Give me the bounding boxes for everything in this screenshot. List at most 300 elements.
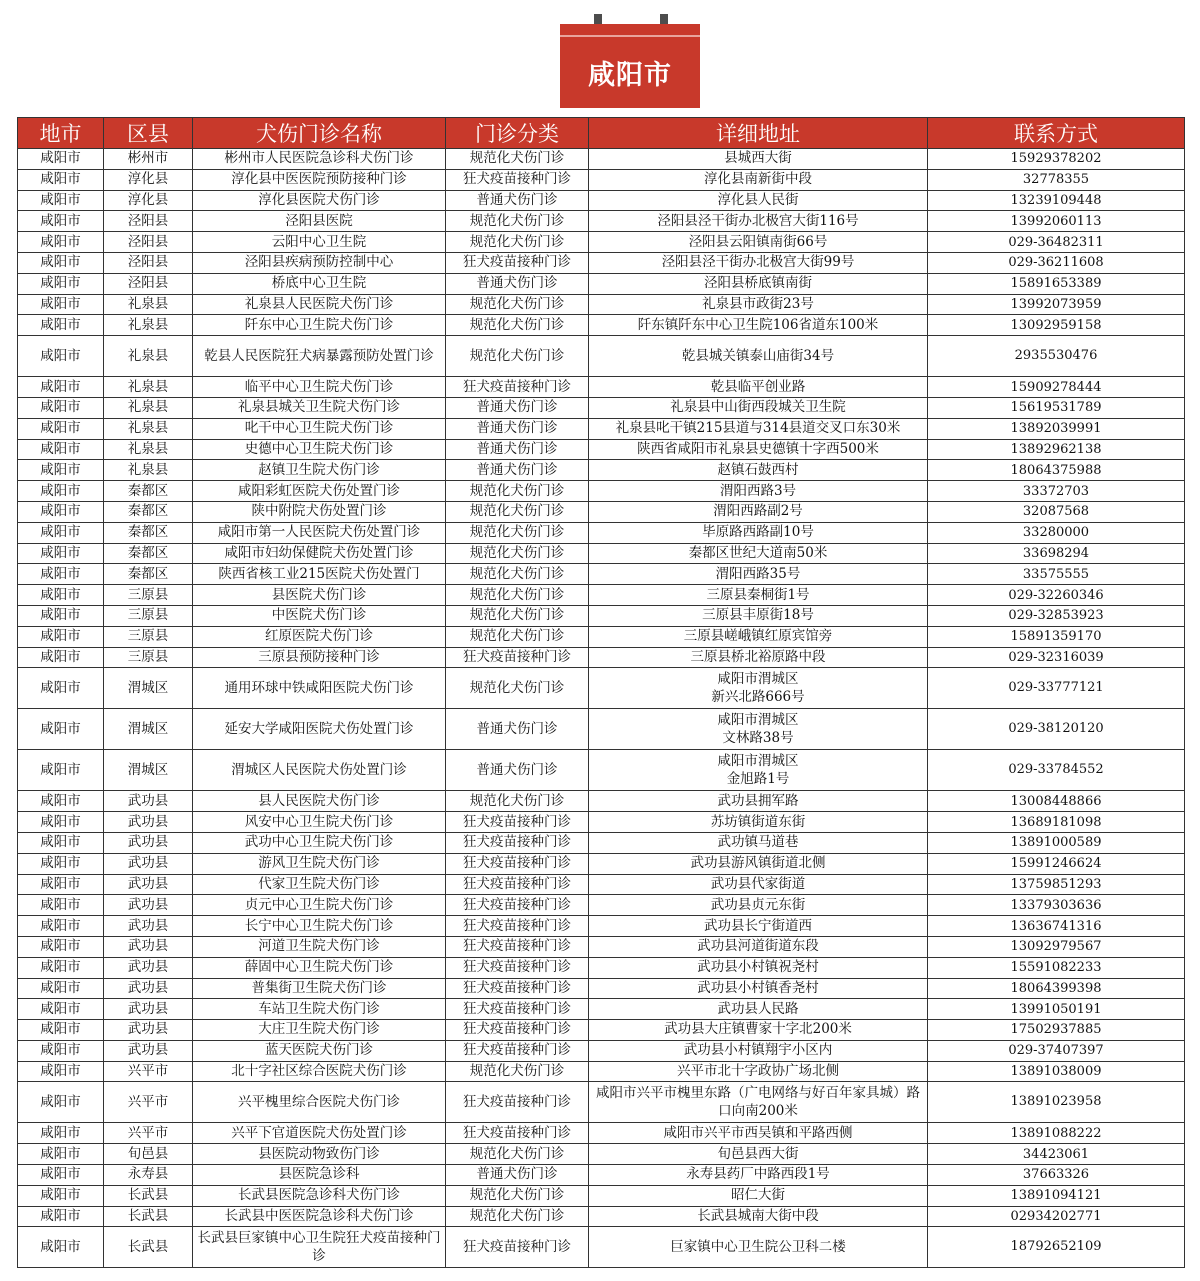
cell-district: 泾阳县	[104, 252, 193, 273]
cell-contact: 32778355	[928, 169, 1185, 190]
cell-city: 咸阳市	[18, 252, 104, 273]
table-row	[18, 1123, 1185, 1144]
cell-city: 咸阳市	[18, 936, 104, 957]
table-row	[18, 232, 1185, 253]
cell-city: 咸阳市	[18, 709, 104, 750]
cell-address: 永寿县药厂中路西段1号	[589, 1165, 928, 1186]
cell-clinic-name: 淳化县医院犬伤门诊	[193, 190, 446, 211]
cell-clinic-name: 红原医院犬伤门诊	[193, 626, 446, 647]
city-title: 咸阳市	[560, 36, 700, 108]
cell-clinic-type: 狂犬疫苗接种门诊	[446, 832, 589, 853]
cell-address: 咸阳市渭城区 文林路38号	[589, 709, 928, 750]
cell-clinic-type: 狂犬疫苗接种门诊	[446, 1082, 589, 1123]
cell-contact: 33575555	[928, 564, 1185, 585]
cell-clinic-type: 狂犬疫苗接种门诊	[446, 377, 589, 398]
cell-city: 咸阳市	[18, 895, 104, 916]
cell-district: 淳化县	[104, 190, 193, 211]
table-row	[18, 460, 1185, 481]
cell-contact: 13992073959	[928, 294, 1185, 315]
cell-clinic-name: 县医院动物致伤门诊	[193, 1144, 446, 1165]
cell-contact: 13992060113	[928, 211, 1185, 232]
cell-clinic-name: 长武县医院急诊科犬伤门诊	[193, 1185, 446, 1206]
cell-clinic-name: 薛固中心卫生院犬伤门诊	[193, 957, 446, 978]
cell-contact: 13891088222	[928, 1123, 1185, 1144]
cell-address: 兴平市北十字政协广场北侧	[589, 1061, 928, 1082]
cell-contact: 13379303636	[928, 895, 1185, 916]
cell-clinic-name: 北十字社区综合医院犬伤门诊	[193, 1061, 446, 1082]
cell-district: 渭城区	[104, 668, 193, 709]
cell-district: 礼泉县	[104, 315, 193, 336]
cell-district: 三原县	[104, 626, 193, 647]
cell-clinic-type: 狂犬疫苗接种门诊	[446, 1227, 589, 1268]
cell-city: 咸阳市	[18, 999, 104, 1020]
cell-city: 咸阳市	[18, 336, 104, 377]
cell-address: 礼泉县市政街23号	[589, 294, 928, 315]
table-row	[18, 791, 1185, 812]
cell-district: 武功县	[104, 1040, 193, 1061]
header-col-city: 地市	[18, 118, 104, 149]
cell-contact: 17502937885	[928, 1020, 1185, 1041]
cell-address: 泾阳县云阳镇南街66号	[589, 232, 928, 253]
cell-address: 泾阳县桥底镇南街	[589, 273, 928, 294]
cell-district: 礼泉县	[104, 460, 193, 481]
cell-clinic-name: 咸阳彩虹医院犬伤处置门诊	[193, 481, 446, 502]
table-row	[18, 647, 1185, 668]
cell-contact: 13891023958	[928, 1082, 1185, 1123]
cell-district: 渭城区	[104, 750, 193, 791]
cell-contact: 13092959158	[928, 315, 1185, 336]
table-row	[18, 605, 1185, 626]
cell-district: 兴平市	[104, 1061, 193, 1082]
cell-clinic-type: 狂犬疫苗接种门诊	[446, 957, 589, 978]
cell-address: 泾阳县泾干街办北极宫大街116号	[589, 211, 928, 232]
table-row	[18, 832, 1185, 853]
cell-city: 咸阳市	[18, 626, 104, 647]
cell-contact: 13991050191	[928, 999, 1185, 1020]
cell-clinic-name: 乾县人民医院狂犬病暴露预防处置门诊	[193, 336, 446, 377]
table-row	[18, 211, 1185, 232]
table-row	[18, 1082, 1185, 1123]
cell-district: 秦都区	[104, 564, 193, 585]
cell-city: 咸阳市	[18, 812, 104, 833]
cell-address: 武功县小村镇翔宇小区内	[589, 1040, 928, 1061]
table-row	[18, 481, 1185, 502]
cell-district: 武功县	[104, 832, 193, 853]
cell-contact: 15909278444	[928, 377, 1185, 398]
cell-address: 武功县小村镇祝尧村	[589, 957, 928, 978]
cell-city: 咸阳市	[18, 501, 104, 522]
cell-contact: 18064375988	[928, 460, 1185, 481]
table-row	[18, 1144, 1185, 1165]
cell-city: 咸阳市	[18, 874, 104, 895]
cell-contact: 13008448866	[928, 791, 1185, 812]
cell-clinic-type: 规范化犬伤门诊	[446, 336, 589, 377]
cell-contact: 15619531789	[928, 397, 1185, 418]
cell-clinic-name: 长武县中医医院急诊科犬伤门诊	[193, 1206, 446, 1227]
cell-city: 咸阳市	[18, 1061, 104, 1082]
cell-clinic-name: 陕中附院犬伤处置门诊	[193, 501, 446, 522]
table-row	[18, 668, 1185, 709]
table-row	[18, 1206, 1185, 1227]
cell-district: 淳化县	[104, 169, 193, 190]
cell-address: 苏坊镇街道东街	[589, 812, 928, 833]
cell-clinic-type: 普通犬伤门诊	[446, 418, 589, 439]
cell-contact: 37663326	[928, 1165, 1185, 1186]
cell-city: 咸阳市	[18, 273, 104, 294]
cell-address: 长武县城南大街中段	[589, 1206, 928, 1227]
cell-district: 武功县	[104, 936, 193, 957]
cell-city: 咸阳市	[18, 169, 104, 190]
cell-district: 礼泉县	[104, 377, 193, 398]
cell-city: 咸阳市	[18, 481, 104, 502]
cell-city: 咸阳市	[18, 957, 104, 978]
cell-address: 礼泉县中山街西段城关卫生院	[589, 397, 928, 418]
cell-district: 礼泉县	[104, 418, 193, 439]
cell-clinic-name: 叱干中心卫生院犬伤门诊	[193, 418, 446, 439]
table-row	[18, 543, 1185, 564]
cell-contact: 33372703	[928, 481, 1185, 502]
cell-clinic-name: 县医院犬伤门诊	[193, 585, 446, 606]
cell-clinic-type: 狂犬疫苗接种门诊	[446, 1040, 589, 1061]
cell-contact: 33698294	[928, 543, 1185, 564]
cell-clinic-name: 礼泉县城关卫生院犬伤门诊	[193, 397, 446, 418]
cell-district: 泾阳县	[104, 273, 193, 294]
cell-address: 咸阳市渭城区 新兴北路666号	[589, 668, 928, 709]
cell-contact: 02934202771	[928, 1206, 1185, 1227]
cell-district: 长武县	[104, 1227, 193, 1268]
header-col-clinic-type: 门诊分类	[446, 118, 589, 149]
cell-district: 武功县	[104, 978, 193, 999]
cell-clinic-name: 风安中心卫生院犬伤门诊	[193, 812, 446, 833]
cell-contact: 34423061	[928, 1144, 1185, 1165]
cell-clinic-type: 规范化犬伤门诊	[446, 501, 589, 522]
cell-address: 淳化县人民街	[589, 190, 928, 211]
cell-address: 毕原路西路副10号	[589, 522, 928, 543]
cell-contact: 029-32316039	[928, 647, 1185, 668]
cell-district: 武功县	[104, 957, 193, 978]
cell-city: 咸阳市	[18, 853, 104, 874]
cell-clinic-type: 规范化犬伤门诊	[446, 1185, 589, 1206]
cell-clinic-name: 云阳中心卫生院	[193, 232, 446, 253]
cell-city: 咸阳市	[18, 1123, 104, 1144]
cell-city: 咸阳市	[18, 232, 104, 253]
cell-clinic-type: 规范化犬伤门诊	[446, 149, 589, 170]
city-title-banner	[560, 14, 700, 108]
table-row	[18, 957, 1185, 978]
cell-contact: 13759851293	[928, 874, 1185, 895]
cell-clinic-name: 通用环球中铁咸阳医院犬伤门诊	[193, 668, 446, 709]
cell-clinic-name: 陕西省核工业215医院犬伤处置门	[193, 564, 446, 585]
cell-clinic-name: 咸阳市第一人民医院犬伤处置门诊	[193, 522, 446, 543]
table-body	[18, 149, 1185, 1268]
cell-city: 咸阳市	[18, 543, 104, 564]
cell-district: 长武县	[104, 1206, 193, 1227]
cell-clinic-type: 规范化犬伤门诊	[446, 605, 589, 626]
table-row	[18, 564, 1185, 585]
cell-city: 咸阳市	[18, 418, 104, 439]
cell-district: 武功县	[104, 874, 193, 895]
table-row	[18, 1185, 1185, 1206]
cell-clinic-type: 规范化犬伤门诊	[446, 481, 589, 502]
cell-contact: 15591082233	[928, 957, 1185, 978]
cell-contact: 2935530476	[928, 336, 1185, 377]
cell-clinic-name: 赵镇卫生院犬伤门诊	[193, 460, 446, 481]
cell-address: 咸阳市渭城区 金旭路1号	[589, 750, 928, 791]
cell-city: 咸阳市	[18, 1185, 104, 1206]
cell-city: 咸阳市	[18, 564, 104, 585]
cell-district: 渭城区	[104, 709, 193, 750]
cell-district: 兴平市	[104, 1082, 193, 1123]
cell-clinic-name: 普集街卫生院犬伤门诊	[193, 978, 446, 999]
header-col-district: 区县	[104, 118, 193, 149]
table-row	[18, 252, 1185, 273]
table-row	[18, 1061, 1185, 1082]
cell-contact: 029-33777121	[928, 668, 1185, 709]
cell-address: 巨家镇中心卫生院公卫科二楼	[589, 1227, 928, 1268]
cell-city: 咸阳市	[18, 294, 104, 315]
table-row	[18, 999, 1185, 1020]
cell-clinic-type: 狂犬疫苗接种门诊	[446, 999, 589, 1020]
table-row	[18, 315, 1185, 336]
cell-district: 泾阳县	[104, 211, 193, 232]
table-row	[18, 750, 1185, 791]
cell-clinic-type: 普通犬伤门诊	[446, 397, 589, 418]
cell-contact: 15929378202	[928, 149, 1185, 170]
table-row	[18, 1040, 1185, 1061]
cell-contact: 029-32260346	[928, 585, 1185, 606]
cell-district: 秦都区	[104, 501, 193, 522]
cell-city: 咸阳市	[18, 916, 104, 937]
cell-contact: 029-36211608	[928, 252, 1185, 273]
cell-clinic-type: 普通犬伤门诊	[446, 709, 589, 750]
cell-district: 武功县	[104, 791, 193, 812]
cell-clinic-type: 狂犬疫苗接种门诊	[446, 1020, 589, 1041]
cell-address: 泾阳县泾干街办北极宫大街99号	[589, 252, 928, 273]
cell-clinic-type: 狂犬疫苗接种门诊	[446, 252, 589, 273]
cell-clinic-name: 蓝天医院犬伤门诊	[193, 1040, 446, 1061]
table-row	[18, 978, 1185, 999]
cell-clinic-name: 县人民医院犬伤门诊	[193, 791, 446, 812]
cell-address: 渭阳西路35号	[589, 564, 928, 585]
cell-contact: 33280000	[928, 522, 1185, 543]
cell-clinic-type: 狂犬疫苗接种门诊	[446, 647, 589, 668]
cell-address: 县城西大街	[589, 149, 928, 170]
table-row	[18, 418, 1185, 439]
cell-address: 旬邑县西大街	[589, 1144, 928, 1165]
cell-clinic-name: 中医院犬伤门诊	[193, 605, 446, 626]
cell-clinic-type: 规范化犬伤门诊	[446, 564, 589, 585]
cell-clinic-name: 游风卫生院犬伤门诊	[193, 853, 446, 874]
cell-contact: 029-37407397	[928, 1040, 1185, 1061]
cell-address: 三原县桥北裕原路中段	[589, 647, 928, 668]
cell-address: 武功县大庄镇曹家十字北200米	[589, 1020, 928, 1041]
cell-address: 礼泉县叱干镇215县道与314县道交叉口东30米	[589, 418, 928, 439]
table-row	[18, 812, 1185, 833]
cell-city: 咸阳市	[18, 397, 104, 418]
cell-clinic-type: 规范化犬伤门诊	[446, 1061, 589, 1082]
cell-address: 武功县代家街道	[589, 874, 928, 895]
cell-district: 武功县	[104, 916, 193, 937]
cell-contact: 32087568	[928, 501, 1185, 522]
cell-clinic-name: 彬州市人民医院急诊科犬伤门诊	[193, 149, 446, 170]
cell-district: 武功县	[104, 812, 193, 833]
clinic-table	[17, 117, 1185, 1268]
cell-address: 武功镇马道巷	[589, 832, 928, 853]
table-header-row	[18, 118, 1185, 149]
cell-clinic-type: 狂犬疫苗接种门诊	[446, 916, 589, 937]
cell-address: 三原县秦桐街1号	[589, 585, 928, 606]
cell-district: 礼泉县	[104, 397, 193, 418]
table-row	[18, 501, 1185, 522]
cell-clinic-type: 规范化犬伤门诊	[446, 791, 589, 812]
cell-city: 咸阳市	[18, 978, 104, 999]
cell-clinic-type: 狂犬疫苗接种门诊	[446, 978, 589, 999]
cell-clinic-name: 代家卫生院犬伤门诊	[193, 874, 446, 895]
table-row	[18, 439, 1185, 460]
cell-clinic-type: 狂犬疫苗接种门诊	[446, 812, 589, 833]
cell-clinic-name: 大庄卫生院犬伤门诊	[193, 1020, 446, 1041]
cell-city: 咸阳市	[18, 460, 104, 481]
cell-district: 三原县	[104, 585, 193, 606]
cell-clinic-type: 规范化犬伤门诊	[446, 585, 589, 606]
cell-clinic-name: 长宁中心卫生院犬伤门诊	[193, 916, 446, 937]
cell-city: 咸阳市	[18, 315, 104, 336]
cell-city: 咸阳市	[18, 791, 104, 812]
cell-contact: 029-36482311	[928, 232, 1185, 253]
table-row	[18, 936, 1185, 957]
cell-clinic-name: 县医院急诊科	[193, 1165, 446, 1186]
cell-contact: 15891359170	[928, 626, 1185, 647]
cell-clinic-name: 礼泉县人民医院犬伤门诊	[193, 294, 446, 315]
cell-district: 三原县	[104, 647, 193, 668]
cell-clinic-name: 泾阳县医院	[193, 211, 446, 232]
cell-district: 彬州市	[104, 149, 193, 170]
cell-clinic-name: 贞元中心卫生院犬伤门诊	[193, 895, 446, 916]
cell-clinic-name: 长武县巨家镇中心卫生院狂犬疫苗接种门诊	[193, 1227, 446, 1268]
cell-contact: 15891653389	[928, 273, 1185, 294]
cell-address: 乾县临平创业路	[589, 377, 928, 398]
cell-city: 咸阳市	[18, 585, 104, 606]
cell-district: 三原县	[104, 605, 193, 626]
cell-address: 渭阳西路3号	[589, 481, 928, 502]
cell-city: 咸阳市	[18, 439, 104, 460]
cell-address: 武功县人民路	[589, 999, 928, 1020]
cell-address: 淳化县南新街中段	[589, 169, 928, 190]
cell-district: 礼泉县	[104, 439, 193, 460]
cell-clinic-name: 淳化县中医医院预防接种门诊	[193, 169, 446, 190]
cell-city: 咸阳市	[18, 211, 104, 232]
cell-contact: 13636741316	[928, 916, 1185, 937]
cell-contact: 13092979567	[928, 936, 1185, 957]
cell-contact: 029-32853923	[928, 605, 1185, 626]
cell-contact: 13689181098	[928, 812, 1185, 833]
cell-city: 咸阳市	[18, 1227, 104, 1268]
cell-address: 乾县城关镇泰山庙街34号	[589, 336, 928, 377]
cell-contact: 18792652109	[928, 1227, 1185, 1268]
cell-address: 武功县贞元东街	[589, 895, 928, 916]
table-row	[18, 1227, 1185, 1268]
cell-clinic-type: 狂犬疫苗接种门诊	[446, 1123, 589, 1144]
header-col-address: 详细地址	[589, 118, 928, 149]
cell-clinic-name: 车站卫生院犬伤门诊	[193, 999, 446, 1020]
cell-contact: 13891000589	[928, 832, 1185, 853]
cell-contact: 13892039991	[928, 418, 1185, 439]
table-row	[18, 916, 1185, 937]
cell-city: 咸阳市	[18, 647, 104, 668]
cell-address: 陕西省咸阳市礼泉县史德镇十字西500米	[589, 439, 928, 460]
cell-clinic-type: 规范化犬伤门诊	[446, 543, 589, 564]
cell-city: 咸阳市	[18, 1020, 104, 1041]
cell-city: 咸阳市	[18, 1165, 104, 1186]
cell-clinic-type: 狂犬疫苗接种门诊	[446, 853, 589, 874]
cell-district: 泾阳县	[104, 232, 193, 253]
cell-address: 咸阳市兴平市槐里东路（广电网络与好百年家具城）路口向南200米	[589, 1082, 928, 1123]
cell-clinic-type: 普通犬伤门诊	[446, 1165, 589, 1186]
cell-address: 武功县小村镇香尧村	[589, 978, 928, 999]
cell-district: 礼泉县	[104, 294, 193, 315]
cell-clinic-name: 三原县预防接种门诊	[193, 647, 446, 668]
cell-address: 三原县嵯峨镇红原宾馆旁	[589, 626, 928, 647]
cell-city: 咸阳市	[18, 377, 104, 398]
cell-contact: 13892962138	[928, 439, 1185, 460]
cell-clinic-name: 兴平下官道医院犬伤处置门诊	[193, 1123, 446, 1144]
cell-city: 咸阳市	[18, 149, 104, 170]
cell-clinic-name: 武功中心卫生院犬伤门诊	[193, 832, 446, 853]
cell-clinic-type: 规范化犬伤门诊	[446, 668, 589, 709]
table-row	[18, 709, 1185, 750]
cell-contact: 15991246624	[928, 853, 1185, 874]
cell-clinic-type: 规范化犬伤门诊	[446, 232, 589, 253]
cell-address: 武功县游风镇街道北侧	[589, 853, 928, 874]
cell-contact: 13239109448	[928, 190, 1185, 211]
cell-district: 武功县	[104, 1020, 193, 1041]
cell-clinic-type: 普通犬伤门诊	[446, 460, 589, 481]
cell-district: 长武县	[104, 1185, 193, 1206]
cell-address: 阡东镇阡东中心卫生院106省道东100米	[589, 315, 928, 336]
table-row	[18, 853, 1185, 874]
cell-clinic-name: 河道卫生院犬伤门诊	[193, 936, 446, 957]
cell-clinic-type: 普通犬伤门诊	[446, 439, 589, 460]
cell-district: 秦都区	[104, 543, 193, 564]
cell-clinic-name: 史德中心卫生院犬伤门诊	[193, 439, 446, 460]
cell-district: 武功县	[104, 999, 193, 1020]
cell-city: 咸阳市	[18, 522, 104, 543]
cell-clinic-type: 规范化犬伤门诊	[446, 626, 589, 647]
cell-city: 咸阳市	[18, 605, 104, 626]
cell-address: 武功县拥军路	[589, 791, 928, 812]
table-row	[18, 149, 1185, 170]
cell-city: 咸阳市	[18, 1040, 104, 1061]
cell-city: 咸阳市	[18, 668, 104, 709]
cell-city: 咸阳市	[18, 190, 104, 211]
cell-city: 咸阳市	[18, 832, 104, 853]
cell-clinic-name: 泾阳县疾病预防控制中心	[193, 252, 446, 273]
table-row	[18, 1165, 1185, 1186]
cell-address: 赵镇石鼓西村	[589, 460, 928, 481]
cell-clinic-type: 普通犬伤门诊	[446, 273, 589, 294]
header-col-clinic-name: 犬伤门诊名称	[193, 118, 446, 149]
cell-address: 武功县河道街道东段	[589, 936, 928, 957]
table-row	[18, 294, 1185, 315]
cell-clinic-type: 普通犬伤门诊	[446, 190, 589, 211]
cell-clinic-type: 规范化犬伤门诊	[446, 1206, 589, 1227]
cell-clinic-type: 普通犬伤门诊	[446, 750, 589, 791]
cell-clinic-type: 规范化犬伤门诊	[446, 522, 589, 543]
cell-address: 咸阳市兴平市西吴镇和平路西侧	[589, 1123, 928, 1144]
table-row	[18, 895, 1185, 916]
cell-clinic-name: 兴平槐里综合医院犬伤门诊	[193, 1082, 446, 1123]
cell-district: 兴平市	[104, 1123, 193, 1144]
